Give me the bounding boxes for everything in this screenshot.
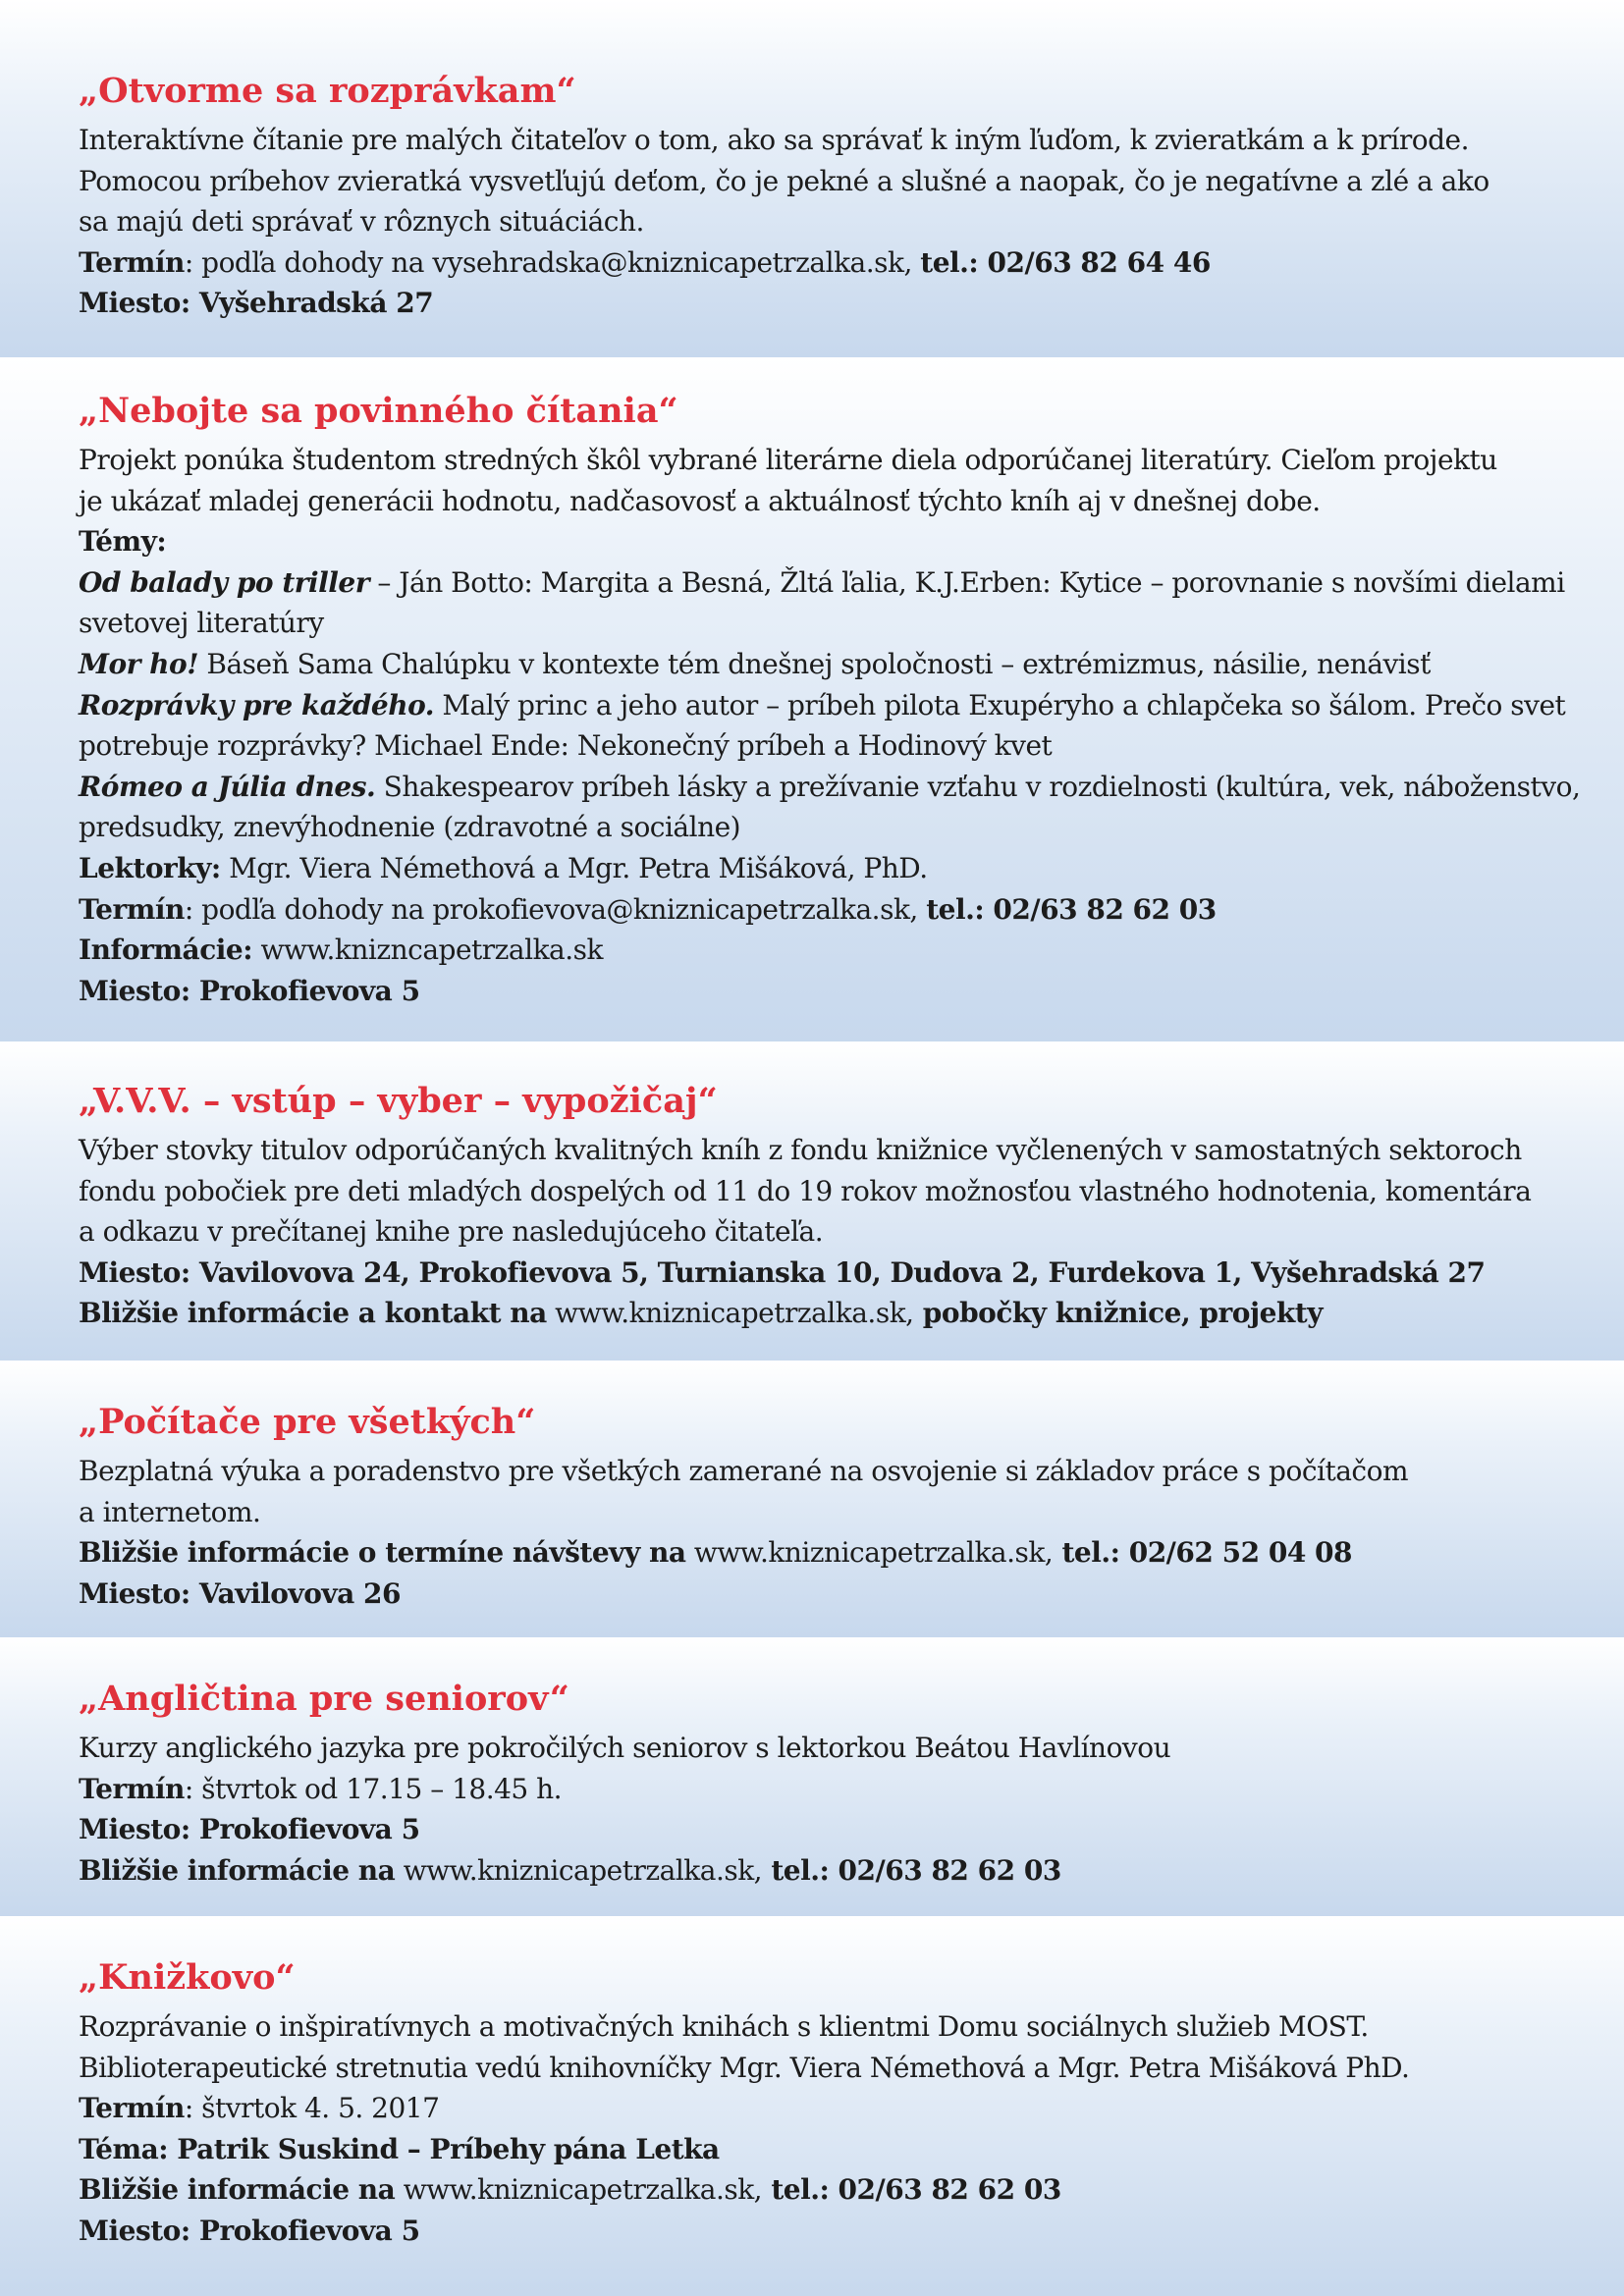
program-vvv [0,1041,1624,1361]
program-title: „Počítače pre všetkých“ [79,1402,536,1442]
place-line [79,971,1545,1012]
contact-line [79,1293,1545,1334]
term-line [79,242,1545,284]
place-value: : Prokofievova 5 [180,2214,420,2247]
place-label: Miesto [79,1813,181,1846]
topic-line [79,644,1545,685]
info-line [79,1850,1545,1892]
topic-name: Rómeo a Júlia dnes. [79,770,376,803]
contact-label: Bližšie informácie a kontakt na [79,1297,547,1330]
place-label: Miesto [79,1255,181,1289]
program-otvorme [0,0,1624,357]
topic-line-cont: svetovej literatúry [79,607,324,640]
description-line: a odkazu v prečítanej knihe pre nasledujúceho čitateľa. [79,1215,824,1249]
program-pocitace [0,1361,1624,1637]
term-line [79,2088,1545,2129]
lecturers-text: Mgr. Viera Némethová a Mgr. Petra Mišáková, PhD. [220,851,928,884]
phone: tel.: 02/62 52 04 08 [1053,1536,1353,1570]
lecturers-line [79,848,1545,889]
description-line: a internetom. [79,1495,261,1528]
program-title: „Knižkovo“ [79,1957,296,1998]
description-line: Rozprávanie o inšpiratívnych a motivačných knihách s klientmi Domu sociálnych služieb MOST. [79,2010,1369,2043]
term-line [79,1769,1545,1810]
topic-name: Od balady po triller [79,565,369,599]
theme-line: Téma: Patrik Suskind – Príbehy pána Letka [79,2132,720,2165]
program-title: „Angličtina pre seniorov“ [79,1679,569,1719]
topic-text: Shakespearov príbeh lásky a prežívanie vzťahu v rozdielnosti (kultúra, vek, náboženstvo, [375,770,1581,803]
topics-label: Témy: [79,525,167,559]
topic-text: Báseň Sama Chalúpku v kontexte tém dnešnej spoločnosti – extrémizmus, násilie, nenávisť [198,647,1431,680]
description-line: Projekt ponúka študentom stredných škôl vybrané literárne diela odporúčanej literatúry. Cieľom projektu [79,444,1497,476]
program-knizkovo [0,1916,1624,2296]
place-value: : Vavilovova 24, Prokofievova 5, Turnianska 10, Dudova 2, Furdekova 1, Vyšehradská 27 [180,1255,1486,1289]
topic-line [79,685,1566,726]
term-line [79,889,1545,931]
info-label: Bližšie informácie o termíne návštevy na [79,1536,686,1570]
lecturers-label: Lektorky: [79,851,221,884]
description-line: Bezplatná výuka a poradenstvo pre všetkých zamerané na osvojenie si základov práce s počítačom [79,1455,1408,1487]
info-line [79,930,1545,971]
place-label: Miesto [79,974,181,1007]
topic-name: Rozprávky pre každého. [79,688,435,721]
description-line: je ukázať mladej generácii hodnotu, nadčasovosť a aktuálnosť týchto kníh aj v dnešnej dobe. [79,484,1321,517]
description-line: Biblioterapeutické stretnutia vedú knihovníčky Mgr. Viera Némethová a Mgr. Petra Mišáková PhD. [79,2051,1410,2084]
term-label: Termín [79,1772,185,1805]
program-title: „V.V.V. – vstúp – vyber – vypožičaj“ [79,1081,718,1121]
place-line [79,1809,1545,1850]
info-url[interactable]: www.kniznicapetrzalka.sk, [395,2173,763,2207]
phone: tel.: 02/63 82 64 46 [920,245,1211,279]
place-value: : Prokofievova 5 [180,1813,420,1846]
term-text: : podľa dohody na vysehradska@kniznicapetrzalka.sk, [184,245,912,279]
term-label: Termín [79,245,185,279]
info-label: Informácie: [79,934,253,967]
topic-name: Mor ho! [79,647,198,680]
place-line [79,1253,1545,1294]
program-nebojte [0,357,1624,1041]
description-line: Výber stovky titulov odporúčaných kvalitných kníh z fondu knižnice vyčlenených v samostatných sektoroch [79,1134,1522,1166]
contact-tail: pobočky knižnice, projekty [913,1297,1323,1330]
info-url[interactable]: www.kniznicapetrzalka.sk, [395,1853,763,1887]
place-line: Miesto: Vavilovova 26 [79,1576,401,1610]
info-line [79,1532,1545,1574]
place-label: Miesto [79,2214,181,2247]
place-line: Miesto: Vyšehradská 27 [79,287,434,320]
topic-line [79,767,1581,808]
phone: tel.: 02/63 82 62 03 [762,2173,1061,2207]
topic-text: Malý princ a jeho autor – príbeh pilota Exupéryho a chlapčeka so šálom. Prečo svet [434,688,1566,721]
program-anglictina [0,1637,1624,1916]
info-label: Bližšie informácie na [79,1853,396,1887]
program-title: „Nebojte sa povinného čítania“ [79,391,678,431]
term-text: : podľa dohody na prokofievova@kniznicapetrzalka.sk, [184,892,918,926]
topic-line-cont: potrebuje rozprávky? Michael Ende: Nekonečný príbeh a Hodinový kvet [79,729,1053,763]
place-line [79,2211,1545,2252]
phone: tel.: 02/63 82 62 03 [762,1853,1061,1887]
description-line: sa majú deti správať v rôznych situáciách. [79,205,644,239]
description-line: Interaktívne čítanie pre malých čitateľov o tom, ako sa správať k iným ľuďom, k zvieratkám a k prírode. [79,124,1470,156]
term-text: : štvrtok 4. 5. 2017 [184,2092,440,2125]
program-title: „Otvorme sa rozprávkam“ [79,71,576,111]
info-url[interactable]: www.knizncapetrzalka.sk [252,934,603,967]
phone: tel.: 02/63 82 62 03 [926,892,1217,926]
description-line: fondu pobočiek pre deti mladých dospelých od 11 do 19 rokov možnosťou vlastného hodnotenia, komentára [79,1174,1532,1207]
topic-line-cont: predsudky, znevýhodnenie (zdravotné a sociálne) [79,811,741,844]
term-label: Termín [79,2092,185,2125]
term-text: : štvrtok od 17.15 – 18.45 h. [184,1772,563,1805]
place-value: : Prokofievova 5 [180,974,420,1007]
description-line: Kurzy anglického jazyka pre pokročilých seniorov s lektorkou Beátou Havlínovou [79,1732,1171,1764]
contact-url[interactable]: www.kniznicapetrzalka.sk, [546,1297,914,1330]
info-label: Bližšie informácie na [79,2173,396,2207]
description-line: Pomocou príbehov zvieratká vysvetľujú deťom, čo je pekné a slušné a naopak, čo je negatívne a zlé a ako [79,164,1489,197]
info-line [79,2169,1545,2211]
info-url[interactable]: www.kniznicapetrzalka.sk, [685,1536,1054,1570]
topic-text: – Ján Botto: Margita a Besná, Žltá ľalia, K.J.Erben: Kytice – porovnanie s novšími dielami [368,565,1565,599]
term-label: Termín [79,892,185,926]
topic-line [79,562,1565,604]
